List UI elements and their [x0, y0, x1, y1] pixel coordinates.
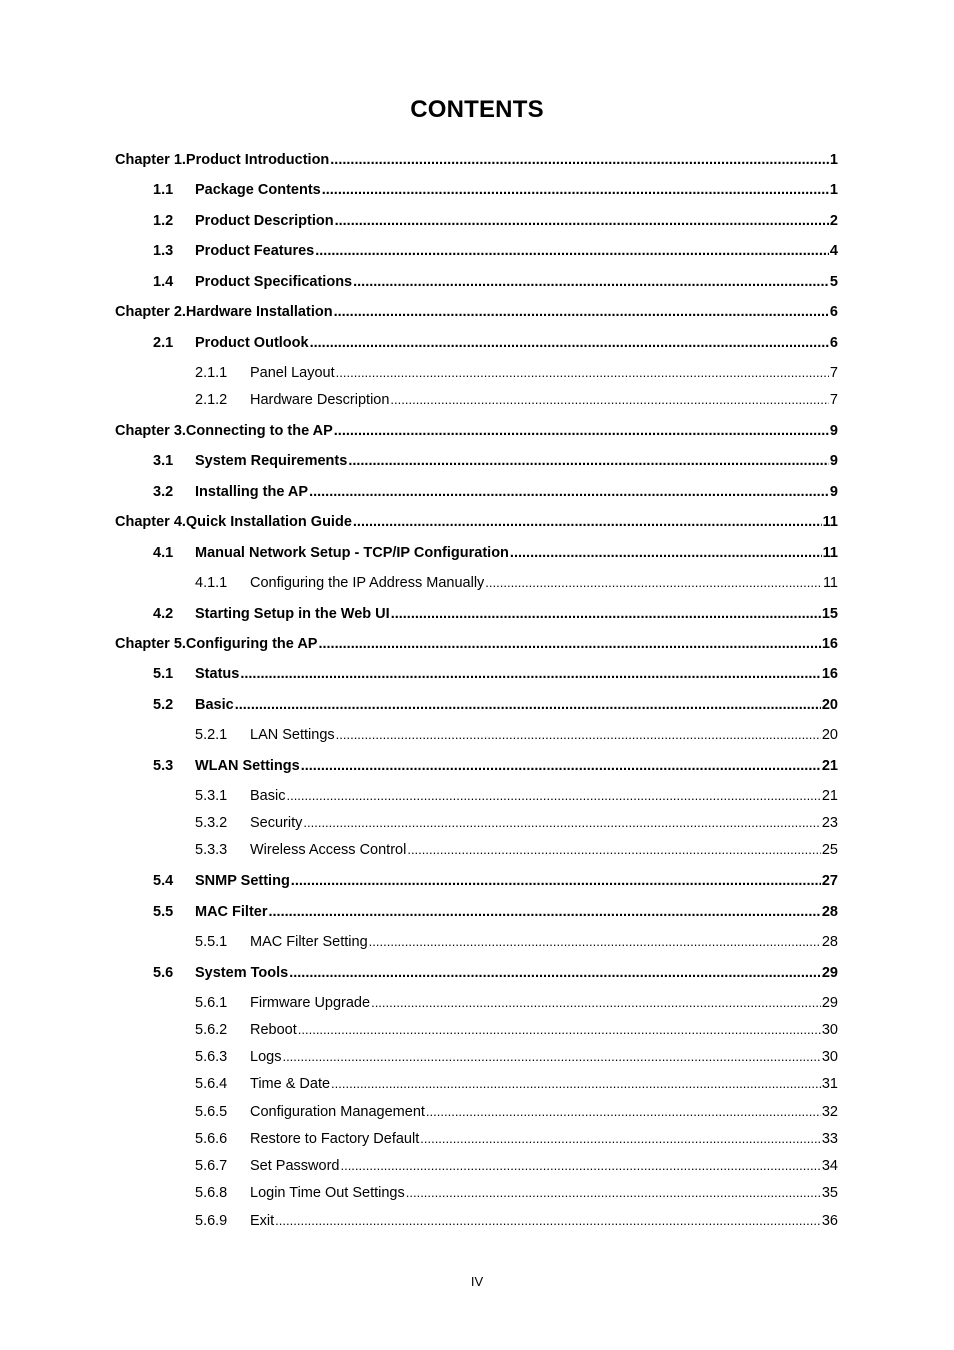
toc-dot-leader — [353, 512, 822, 532]
toc-dot-leader — [407, 840, 821, 860]
toc-entry-title: Manual Network Setup - TCP/IP Configuration — [195, 545, 509, 561]
toc-entry-title: Set Password — [250, 1158, 340, 1174]
toc-section-entry[interactable] — [153, 211, 838, 231]
toc-entry-number: 5.6.5 — [195, 1104, 228, 1120]
page-title: CONTENTS — [410, 96, 544, 123]
toc-entry-page: 21 — [821, 758, 838, 774]
toc-section-entry[interactable] — [153, 871, 838, 891]
toc-entry-number: 5.6.3 — [195, 1049, 228, 1065]
toc-entry-title: LAN Settings — [250, 727, 335, 743]
toc-entry-number: 5.2.1 — [195, 727, 228, 743]
toc-section-entry[interactable] — [153, 664, 838, 684]
toc-dot-leader — [240, 664, 821, 684]
toc-chapter-entry[interactable] — [115, 421, 838, 441]
toc-entry-title: Hardware Description — [250, 392, 390, 408]
toc-entry-title: Chapter 4.Quick Installation Guide — [115, 514, 352, 530]
toc-dot-leader — [315, 241, 829, 261]
toc-entry-page: 4 — [829, 243, 838, 259]
toc-entry-title: Chapter 2.Hardware Installation — [115, 304, 333, 320]
toc-entry-number: 1.4 — [153, 274, 174, 290]
toc-dot-leader — [485, 573, 822, 593]
toc-entry-number: 5.6.9 — [195, 1213, 228, 1229]
toc-dot-leader — [426, 1102, 821, 1122]
toc-subsection-entry[interactable] — [195, 1129, 838, 1149]
toc-subsection-entry[interactable] — [195, 573, 838, 593]
toc-section-entry[interactable] — [153, 482, 838, 502]
toc-entry-title: Installing the AP — [195, 484, 309, 500]
toc-entry-page: 9 — [829, 453, 838, 469]
toc-dot-leader — [334, 421, 829, 441]
toc-entry-page: 11 — [822, 545, 838, 561]
toc-dot-leader — [340, 1156, 820, 1176]
toc-entry-title: Exit — [250, 1213, 275, 1229]
toc-subsection-entry[interactable] — [195, 932, 838, 952]
toc-entry-title: Reboot — [250, 1022, 297, 1038]
toc-dot-leader — [348, 451, 829, 471]
toc-entry-number: 5.6.2 — [195, 1022, 228, 1038]
toc-entry-title: Chapter 5.Configuring the AP — [115, 636, 318, 652]
toc-subsection-entry[interactable] — [195, 1183, 838, 1203]
toc-entry-page: 23 — [821, 815, 838, 831]
toc-entry-page: 32 — [821, 1104, 838, 1120]
toc-entry-page: 1 — [829, 182, 838, 198]
page-number-footer: IV — [470, 1274, 484, 1289]
toc-dot-leader — [309, 482, 829, 502]
toc-entry-number: 5.3.1 — [195, 788, 228, 804]
toc-entry-number: 2.1 — [153, 335, 174, 351]
toc-subsection-entry[interactable] — [195, 993, 838, 1013]
toc-entry-title: Package Contents — [195, 182, 321, 198]
toc-entry-page: 5 — [829, 274, 838, 290]
toc-dot-leader — [353, 272, 829, 292]
toc-entry-page: 25 — [821, 842, 838, 858]
toc-entry-page: 16 — [821, 636, 838, 652]
toc-entry-title: System Tools — [195, 965, 289, 981]
toc-subsection-entry[interactable] — [195, 1047, 838, 1067]
toc-section-entry[interactable] — [153, 333, 838, 353]
toc-entry-title: System Requirements — [195, 453, 348, 469]
toc-entry-title: MAC Filter Setting — [250, 934, 368, 950]
toc-entry-number: 1.3 — [153, 243, 174, 259]
toc-entry-title: Configuration Management — [250, 1104, 425, 1120]
toc-entry-page: 20 — [821, 727, 838, 743]
toc-dot-leader — [390, 390, 829, 410]
toc-entry-page: 33 — [821, 1131, 838, 1147]
toc-entry-number: 5.2 — [153, 697, 174, 713]
toc-dot-leader — [298, 1020, 821, 1040]
toc-entry-page: 16 — [821, 666, 838, 682]
toc-dot-leader — [336, 725, 821, 745]
toc-entry-title: MAC Filter — [195, 904, 268, 920]
toc-entry-title: Logs — [250, 1049, 282, 1065]
toc-entry-title: Restore to Factory Default — [250, 1131, 420, 1147]
toc-entry-number: 5.3.2 — [195, 815, 228, 831]
toc-entry-page: 27 — [821, 873, 838, 889]
toc-entry-page: 9 — [829, 484, 838, 500]
toc-entry-page: 30 — [821, 1022, 838, 1038]
toc-entry-number: 4.1 — [153, 545, 174, 561]
toc-entry-number: 5.6.1 — [195, 995, 228, 1011]
toc-entry-title: Login Time Out Settings — [250, 1185, 405, 1201]
toc-entry-number: 5.3.3 — [195, 842, 228, 858]
toc-dot-leader — [310, 333, 829, 353]
toc-entry-title: Status — [195, 666, 240, 682]
toc-subsection-entry[interactable] — [195, 786, 838, 806]
toc-subsection-entry[interactable] — [195, 390, 838, 410]
toc-entry-number: 3.2 — [153, 484, 174, 500]
toc-dot-leader — [391, 604, 821, 624]
toc-section-entry[interactable] — [153, 695, 838, 715]
toc-entry-title: Product Features — [195, 243, 315, 259]
toc-subsection-entry[interactable] — [195, 363, 838, 383]
toc-entry-page: 35 — [821, 1185, 838, 1201]
toc-dot-leader — [301, 756, 821, 776]
toc-subsection-entry[interactable] — [195, 1102, 838, 1122]
toc-dot-leader — [335, 211, 829, 231]
toc-entry-number: 5.6.7 — [195, 1158, 228, 1174]
toc-entry-title: SNMP Setting — [195, 873, 290, 889]
toc-entry-number: 5.6 — [153, 965, 174, 981]
toc-subsection-entry[interactable] — [195, 1211, 838, 1231]
toc-entry-number: 2.1.1 — [195, 365, 228, 381]
toc-entry-page: 1 — [829, 152, 838, 168]
toc-entry-number: 1.2 — [153, 213, 174, 229]
toc-entry-page: 28 — [821, 904, 838, 920]
toc-entry-title: Firmware Upgrade — [250, 995, 371, 1011]
toc-entry-page: 6 — [829, 304, 838, 320]
toc-dot-leader — [286, 786, 820, 806]
toc-dot-leader — [282, 1047, 820, 1067]
toc-entry-page: 34 — [821, 1158, 838, 1174]
toc-entry-title: Wireless Access Control — [250, 842, 407, 858]
toc-entry-number: 1.1 — [153, 182, 174, 198]
toc-entry-title: Basic — [250, 788, 286, 804]
toc-dot-leader — [406, 1183, 821, 1203]
toc-entry-title: Starting Setup in the Web UI — [195, 606, 390, 622]
toc-chapter-entry[interactable] — [115, 150, 838, 170]
toc-chapter-entry[interactable] — [115, 302, 838, 322]
toc-dot-leader — [291, 871, 821, 891]
toc-entry-number: 5.5 — [153, 904, 174, 920]
toc-entry-number: 5.3 — [153, 758, 174, 774]
toc-dot-leader — [269, 902, 821, 922]
toc-entry-page: 2 — [829, 213, 838, 229]
toc-entry-page: 28 — [821, 934, 838, 950]
toc-entry-title: Product Outlook — [195, 335, 309, 351]
toc-dot-leader — [371, 993, 821, 1013]
toc-entry-page: 20 — [821, 697, 838, 713]
toc-entry-title: Panel Layout — [250, 365, 335, 381]
toc-section-entry[interactable] — [153, 543, 838, 563]
toc-dot-leader — [303, 813, 820, 833]
toc-entry-page: 30 — [821, 1049, 838, 1065]
toc-dot-leader — [322, 180, 829, 200]
toc-subsection-entry[interactable] — [195, 1020, 838, 1040]
toc-entry-number: 4.1.1 — [195, 575, 228, 591]
toc-entry-number: 5.1 — [153, 666, 174, 682]
toc-entry-title: Configuring the IP Address Manually — [250, 575, 485, 591]
toc-entry-title: Product Description — [195, 213, 334, 229]
toc-entry-page: 7 — [829, 365, 838, 381]
toc-entry-page: 9 — [829, 423, 838, 439]
toc-entry-page: 21 — [821, 788, 838, 804]
toc-dot-leader — [289, 963, 821, 983]
toc-entry-page: 29 — [821, 965, 838, 981]
toc-dot-leader — [275, 1211, 821, 1231]
toc-entry-number: 5.4 — [153, 873, 174, 889]
toc-chapter-entry[interactable] — [115, 512, 838, 532]
toc-dot-leader — [336, 363, 829, 383]
toc-dot-leader — [331, 1074, 821, 1094]
toc-entry-page: 31 — [821, 1076, 838, 1092]
toc-dot-leader — [330, 150, 829, 170]
toc-section-entry[interactable] — [153, 272, 838, 292]
toc-subsection-entry[interactable] — [195, 840, 838, 860]
toc-entry-number: 5.5.1 — [195, 934, 228, 950]
toc-entry-number: 2.1.2 — [195, 392, 228, 408]
toc-subsection-entry[interactable] — [195, 1074, 838, 1094]
toc-section-entry[interactable] — [153, 902, 838, 922]
toc-section-entry[interactable] — [153, 963, 838, 983]
toc-entry-page: 11 — [822, 514, 838, 530]
toc-entry-number: 5.6.6 — [195, 1131, 228, 1147]
toc-subsection-entry[interactable] — [195, 813, 838, 833]
toc-entry-number: 4.2 — [153, 606, 174, 622]
toc-entry-page: 7 — [829, 392, 838, 408]
toc-chapter-entry[interactable] — [115, 634, 838, 654]
toc-dot-leader — [334, 302, 829, 322]
toc-entry-title: Security — [250, 815, 303, 831]
toc-dot-leader — [510, 543, 822, 563]
toc-dot-leader — [369, 932, 821, 952]
toc-entry-title: Time & Date — [250, 1076, 331, 1092]
toc-entry-page: 36 — [821, 1213, 838, 1229]
toc-dot-leader — [318, 634, 820, 654]
toc-subsection-entry[interactable] — [195, 1156, 838, 1176]
toc-entry-number: 5.6.8 — [195, 1185, 228, 1201]
toc-subsection-entry[interactable] — [195, 725, 838, 745]
toc-entry-title: WLAN Settings — [195, 758, 300, 774]
toc-entry-number: 3.1 — [153, 453, 174, 469]
toc-section-entry[interactable] — [153, 451, 838, 471]
toc-entry-number: 5.6.4 — [195, 1076, 228, 1092]
toc-entry-title: Chapter 1.Product Introduction — [115, 152, 330, 168]
toc-entry-title: Product Specifications — [195, 274, 353, 290]
toc-entry-page: 11 — [822, 575, 838, 591]
toc-entry-title: Chapter 3.Connecting to the AP — [115, 423, 333, 439]
toc-entry-title: Basic — [195, 697, 234, 713]
toc-entry-page: 6 — [829, 335, 838, 351]
toc-entry-page: 29 — [821, 995, 838, 1011]
toc-section-entry[interactable] — [153, 241, 838, 261]
toc-section-entry[interactable] — [153, 604, 838, 624]
toc-section-entry[interactable] — [153, 180, 838, 200]
toc-section-entry[interactable] — [153, 756, 838, 776]
toc-dot-leader — [420, 1129, 821, 1149]
toc-dot-leader — [235, 695, 821, 715]
toc-entry-page: 15 — [821, 606, 838, 622]
